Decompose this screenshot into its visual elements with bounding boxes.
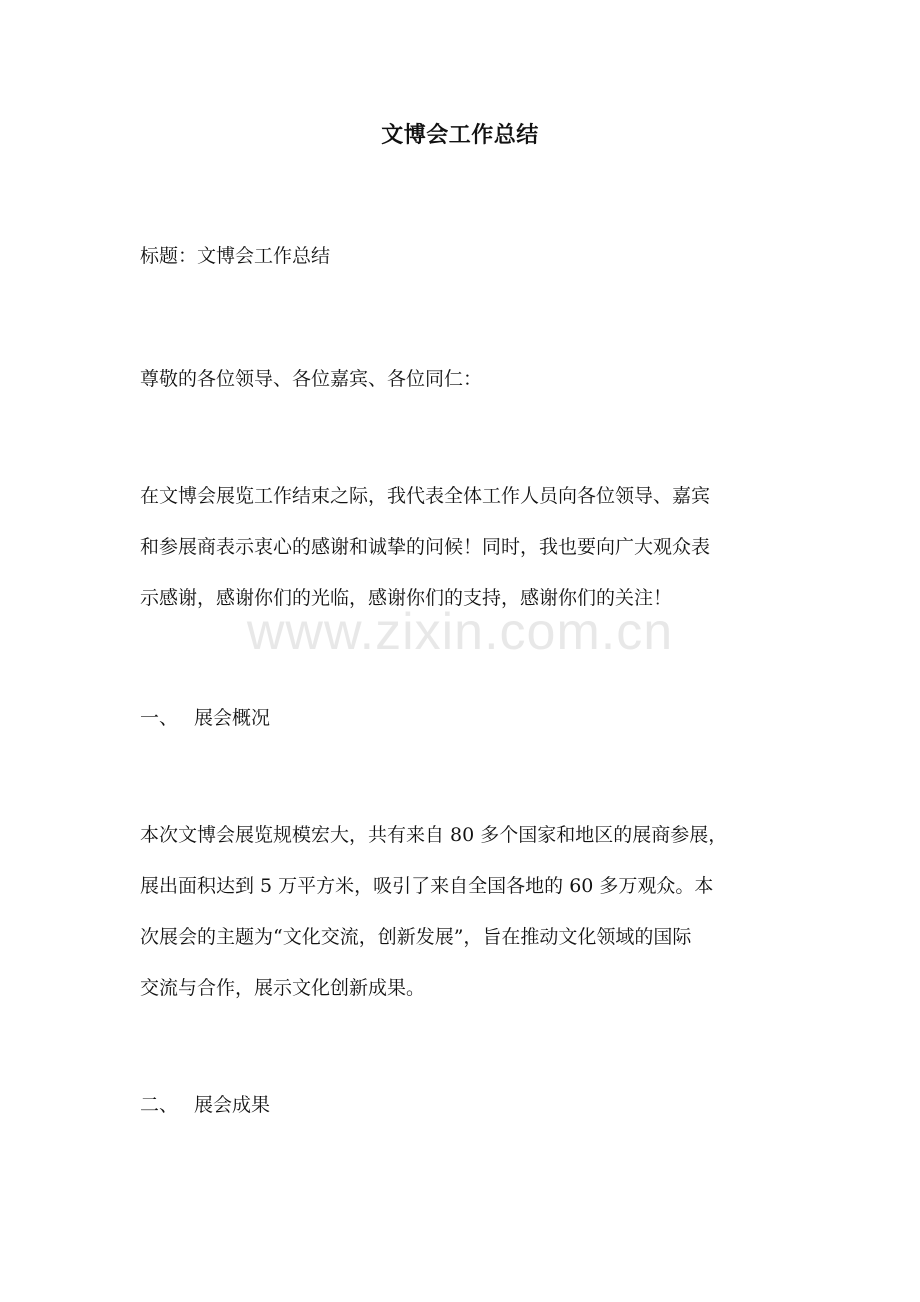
section-heading-1 [140,705,270,732]
paragraph-line: 交流与合作，展示文化创新成果。 [140,977,426,999]
watermark: www.zixin.com.cn [246,603,674,661]
section-number: 二、 [140,1094,179,1116]
paragraph-line: 和参展商表示衷心的感谢和诚挚的问候！同时，我也要向广大观众表 [140,536,711,558]
section-heading-text: 展会成果 [194,1094,271,1116]
paragraph-line: 本次文博会展览规模宏大，共有来自 80 多个国家和地区的展商参展， [140,824,728,846]
subject-line: 标题：文博会工作总结 [140,245,331,267]
paragraph-line: 在文博会展览工作结束之际，我代表全体工作人员向各位领导、嘉宾 [140,485,711,507]
intro-paragraph [140,471,790,624]
section-1-paragraph [140,810,790,1014]
section-heading-text: 展会概况 [194,707,271,729]
section-heading-2 [140,1092,270,1119]
document-title: 文博会工作总结 [381,122,539,148]
salutation: 尊敬的各位领导、各位嘉宾、各位同仁： [140,368,483,390]
paragraph-line: 示感谢，感谢你们的光临，感谢你们的支持，感谢你们的关注！ [140,587,673,609]
paragraph-line: 展出面积达到 5 万平方米，吸引了来自全国各地的 60 多万观众。本 [140,875,714,897]
paragraph-line: 次展会的主题为“文化交流，创新发展”，旨在推动文化领域的国际 [140,926,692,948]
section-number: 一、 [140,707,179,729]
